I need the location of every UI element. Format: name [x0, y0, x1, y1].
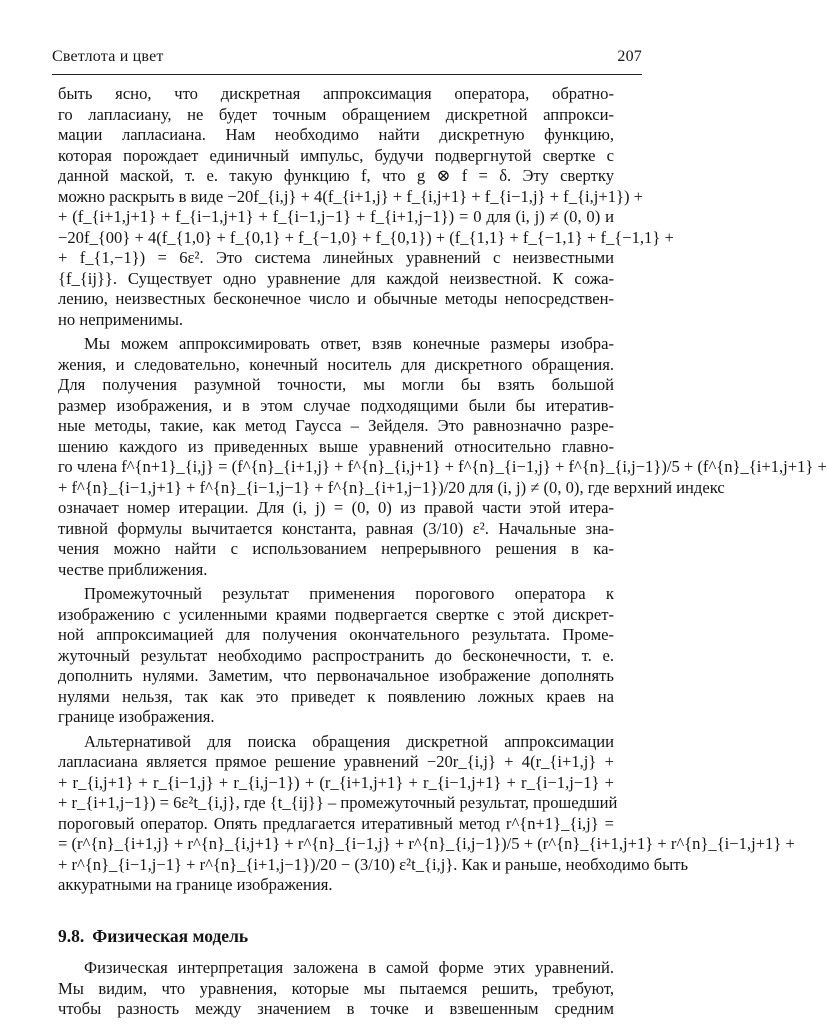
text-line: нулями нельзя, так как это приведет к появлению ложных краев на — [58, 686, 614, 706]
paragraph-1 — [58, 84, 674, 330]
text-line: Промежуточный результат применения порогового оператора к — [84, 584, 614, 603]
text-line: которая порождает единичный импульс, будучи подвергнутой свертке с — [58, 145, 614, 165]
text-line: быть ясно, что дискретная аппроксимация оператора, обратно- — [58, 84, 614, 103]
text-line: Альтернативой для поиска обращения дискретной аппроксимации — [84, 731, 614, 751]
section-number: 9.8. — [58, 925, 85, 946]
text-line: + f_{1,−1}) = 6ε². Это система линейных уравнений с неизвестными — [58, 248, 614, 267]
text-line: Мы можем аппроксимировать ответ, взяв конечные размеры изобра- — [84, 334, 614, 353]
page-body — [58, 84, 827, 1024]
text-line: Физическая интерпретация заложена в самой форме этих уравнений. — [84, 958, 614, 977]
text-line: мации лапласиана. Нам необходимо найти дискретную функцию, — [58, 125, 614, 144]
text-line: но неприменимы. — [58, 309, 184, 329]
text-line: Мы видим, что уравнения, которые мы пытаемся решить, требуют, — [58, 978, 614, 998]
text-line: честве приближения. — [58, 559, 208, 579]
text-line: −20f_{00} + 4(f_{1,0} + f_{0,1} + f_{−1,0} + f_{0,1}) + (f_{1,1} + f_{−1,1} + f_{−1,1} + — [58, 227, 674, 247]
section-heading — [58, 926, 614, 947]
text-line: го члена f^{n+1}_{i,j} = (f^{n}_{i+1,j} + f^{n}_{i,j+1} + f^{n}_{i−1,j} + f^{n}_{i,j−1})/5 + (f^{n}_{i+1,j+1} + — [58, 457, 827, 476]
text-line: чения можно найти с использованием непрерывного решения в ка- — [58, 539, 614, 558]
text-line: лению, неизвестных бесконечное число и обычные методы непосредствен- — [58, 289, 614, 308]
text-line: + (f_{i+1,j+1} + f_{i−1,j+1} + f_{i−1,j−1} + f_{i+1,j−1}) = 0 для (i, j) ≠ (0, 0) и — [58, 207, 614, 226]
text-line: жения, и следовательно, конечный носитель для дискретного обращения. — [58, 354, 614, 374]
text-line: + f^{n}_{i−1,j+1} + f^{n}_{i−1,j−1} + f^{n}_{i+1,j−1})/20 для (i, j) ≠ (0, 0), где верхний индекс — [58, 477, 725, 497]
header-rule — [52, 74, 642, 75]
text-line: ные методы, такие, как метод Гаусса – Зейделя. Это равнозначно разре- — [58, 416, 614, 435]
text-line: ной аппроксимацией для получения окончательного результата. Проме- — [58, 625, 614, 644]
text-line: жуточный результат необходимо распространить до бесконечности, т. е. — [58, 645, 614, 665]
text-line: = (r^{n}_{i+1,j} + r^{n}_{i,j+1} + r^{n}_{i−1,j} + r^{n}_{i,j−1})/5 + (r^{n}_{i+1,j+1} + r^{n}_{i−1,j+1} + — [58, 834, 795, 853]
text-line: тивной формулы вычитается константа, равная (3/10) ε². Начальные зна- — [58, 518, 614, 538]
paragraph-2 — [58, 334, 827, 580]
running-title: Светлота и цвет — [52, 48, 164, 65]
paragraph-5 — [58, 958, 614, 1020]
text-line: лапласиана является прямое решение уравнений −20r_{i,j} + 4(r_{i+1,j} + — [58, 752, 614, 771]
text-line: данной маской, т. е. такую функцию f, что g ⊗ f = δ. Эту свертку — [58, 166, 614, 185]
text-line: означает номер итерации. Для (i, j) = (0, 0) из правой части этой итера- — [58, 498, 614, 517]
text-line: аккуратными на границе изображения. — [58, 875, 333, 894]
text-line: размер изображения, и в этом случае подходящими были бы итератив- — [58, 395, 614, 415]
text-line: границе изображения. — [58, 707, 215, 726]
text-line: {f_{ij}}. Существует одно уравнение для каждой неизвестной. К сожа- — [58, 268, 614, 288]
text-line: дополнить нулями. Заметим, что первоначальное изображение дополнять — [58, 666, 614, 685]
paragraph-3 — [58, 584, 614, 728]
text-line: шению каждого из приведенных выше уравнений относительно главно- — [58, 436, 614, 456]
text-line: изображению с усиленными краями подвергается свертке с этой дискрет- — [58, 604, 614, 624]
paragraph-4 — [58, 731, 795, 896]
running-header — [52, 48, 642, 70]
text-line: + r_{i,j+1} + r_{i−1,j} + r_{i,j−1}) + (r_{i+1,j+1} + r_{i−1,j+1} + r_{i−1,j−1} + — [58, 772, 614, 792]
text-line: Для получения разумной точности, мы могли бы взять большой — [58, 375, 614, 394]
text-line: + r_{i+1,j−1}) = 6ε²t_{i,j}, где {t_{ij}} – промежуточный результат, прошедший — [58, 793, 618, 812]
text-line: пороговый оператор. Опять предлагается итеративный метод r^{n+1}_{i,j} = — [58, 813, 614, 833]
text-line: можно раскрыть в виде −20f_{i,j} + 4(f_{i+1,j} + f_{i,j+1} + f_{i−1,j} + f_{i,j+1}) + — [58, 186, 643, 206]
text-line: + r^{n}_{i−1,j−1} + r^{n}_{i+1,j−1})/20 − (3/10) ε²t_{i,j}. Как и раньше, необходимо быть — [58, 854, 689, 874]
text-line: чтобы разность между значением в точке и взвешенным средним — [58, 999, 614, 1018]
text-line: го лапласиану, не будет точным обращением дискретной аппрокси- — [58, 104, 614, 124]
section-title: Физическая модель — [92, 925, 249, 946]
page-number: 207 — [617, 48, 642, 65]
